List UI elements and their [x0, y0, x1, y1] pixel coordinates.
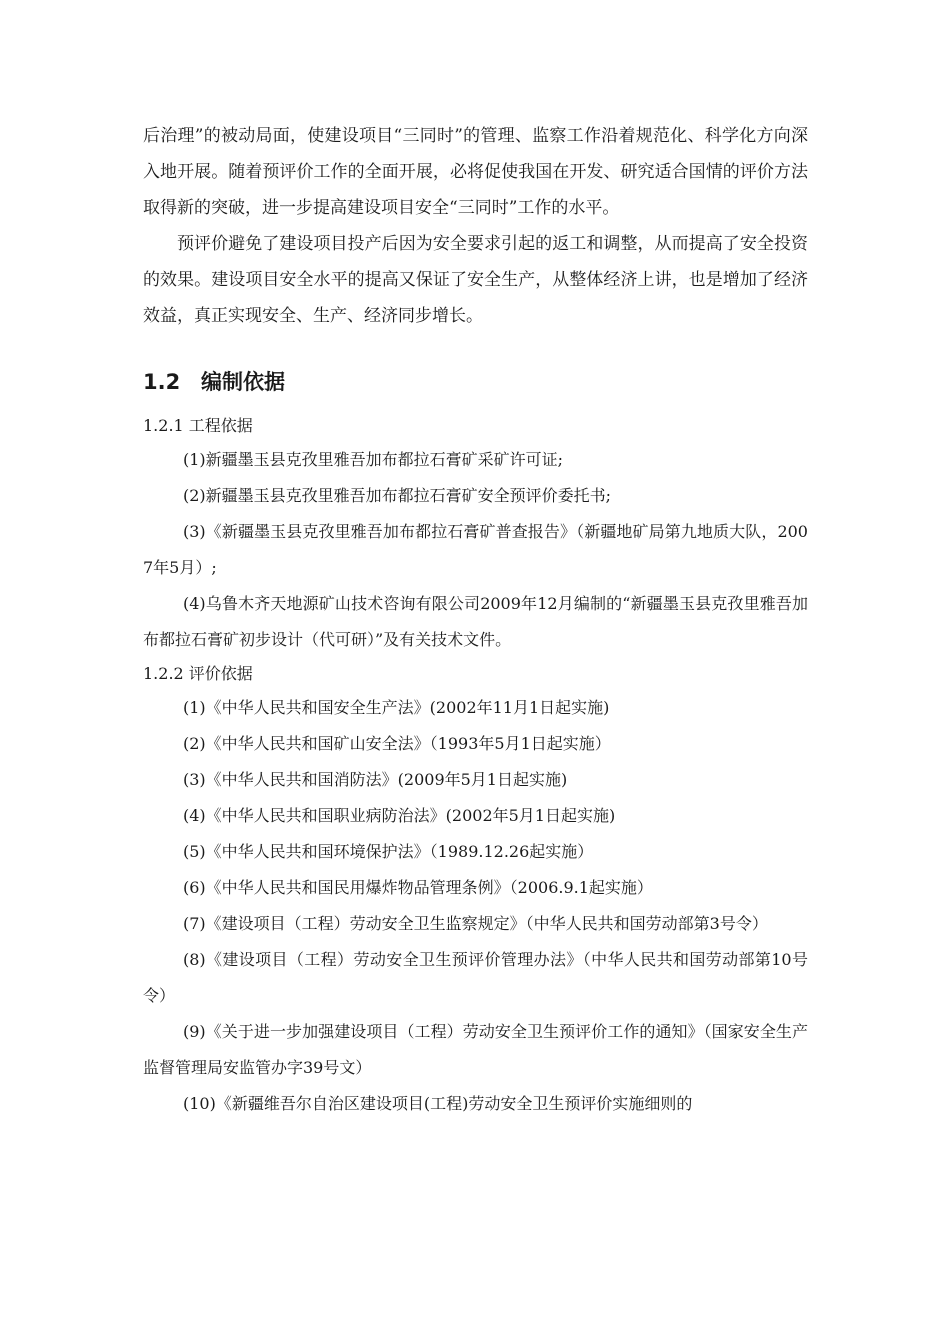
evaluation-item: (3)《中华人民共和国消防法》(2009年5月1日起实施)	[183, 770, 568, 789]
evaluation-item: (1)《中华人民共和国安全生产法》(2002年11月1日起实施)	[183, 698, 610, 717]
subsection-heading-engineering: 1.2.1 工程依据	[143, 416, 253, 435]
engineering-item: (1)新疆墨玉县克孜里雅吾加布都拉石膏矿采矿许可证;	[183, 450, 564, 469]
engineering-item: (3)《新疆墨玉县克孜里雅吾加布都拉石膏矿普查报告》（新疆地矿局第九地质大队，2007年5月）;	[143, 522, 808, 577]
evaluation-item: (6)《中华人民共和国民用爆炸物品管理条例》（2006.9.1起实施）	[183, 878, 653, 897]
section-number: 1.2	[143, 370, 181, 394]
evaluation-item: (9)《关于进一步加强建设项目（工程）劳动安全卫生预评价工作的通知》（国家安全生产监督管理局安监管办字39号文）	[143, 1022, 808, 1077]
intro-paragraph-2: 预评价避免了建设项目投产后因为安全要求引起的返工和调整，从而提高了安全投资的效果。建设项目安全水平的提高又保证了安全生产，从整体经济上讲，也是增加了经济效益，真正实现安全、生产、经济同步增长。	[143, 234, 808, 326]
page-content	[143, 118, 808, 1122]
evaluation-item: (10)《新疆维吾尔自治区建设项目(工程)劳动安全卫生预评价实施细则的	[183, 1094, 693, 1113]
engineering-item: (4)乌鲁木齐天地源矿山技术咨询有限公司2009年12月编制的“新疆墨玉县克孜里雅吾加布都拉石膏矿初步设计（代可研）”及有关技术文件。	[143, 594, 808, 649]
evaluation-item: (5)《中华人民共和国环境保护法》（1989.12.26起实施）	[183, 842, 594, 861]
evaluation-item: (8)《建设项目（工程）劳动安全卫生预评价管理办法》（中华人民共和国劳动部第10号令）	[143, 950, 808, 1005]
section-title: 编制依据	[201, 370, 285, 394]
section-heading	[143, 364, 808, 400]
evaluation-item: (2)《中华人民共和国矿山安全法》（1993年5月1日起实施）	[183, 734, 611, 753]
intro-paragraph-1: 后治理”的被动局面，使建设项目“三同时”的管理、监察工作沿着规范化、科学化方向深入地开展。随着预评价工作的全面开展，必将促使我国在开发、研究适合国情的评价方法取得新的突破，进一步提高建设项目安全“三同时”工作的水平。	[143, 126, 808, 218]
evaluation-item: (4)《中华人民共和国职业病防治法》(2002年5月1日起实施)	[183, 806, 616, 825]
evaluation-item: (7)《建设项目（工程）劳动安全卫生监察规定》（中华人民共和国劳动部第3号令）	[183, 914, 768, 933]
engineering-item: (2)新疆墨玉县克孜里雅吾加布都拉石膏矿安全预评价委托书;	[183, 486, 612, 505]
subsection-heading-evaluation: 1.2.2 评价依据	[143, 664, 253, 683]
